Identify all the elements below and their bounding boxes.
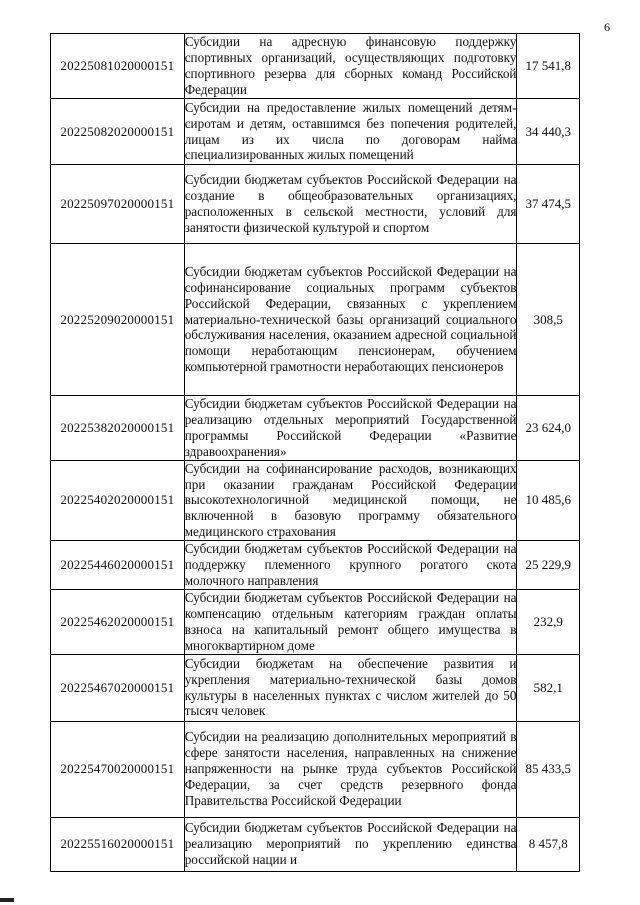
table-row [51,541,580,590]
budget-code-cell: 20225097020000151 [51,165,185,244]
table-row [51,589,580,654]
amount-cell: 17 541,8 [517,34,580,99]
description-cell: Субсидии бюджетам субъектов Российской Федерации на софинансирование социальных программ субъектов Российской Федерации, связанных с укреплением материально-технической базы организаций социального обслуживания населения, оказанием адресной социальной помощи неработающим пенсионерам, обучением компьютерной грамотности неработающих пенсионеров [184,244,517,396]
budget-code-cell: 20225402020000151 [51,460,185,541]
table-row [51,34,580,99]
amount-cell: 308,5 [517,244,580,396]
amount-cell: 23 624,0 [517,396,580,461]
budget-code-cell: 20225462020000151 [51,589,185,654]
budget-code-cell: 20225209020000151 [51,244,185,396]
budget-code-cell: 20225382020000151 [51,396,185,461]
budget-code-cell: 20225446020000151 [51,541,185,590]
table-row [51,99,580,165]
table-row [51,244,580,396]
description-cell: Субсидии на предоставление жилых помещений детям-сиротам и детям, оставшимся без попечения родителей, лицам из их числа по договорам найма специализированных жилых помещений [184,99,517,165]
budget-code-cell: 20225081020000151 [51,34,185,99]
description-cell: Субсидии на адресную финансовую поддержку спортивных организаций, осуществляющих подготовку спортивного резерва для сборных команд Российской Федерации [184,34,517,97]
amount-cell: 25 229,9 [517,541,580,590]
description-cell: Субсидии бюджетам субъектов Российской Федерации на реализацию мероприятий по укреплению единства российской нации и [184,817,517,871]
amount-cell: 34 440,3 [517,99,580,165]
table-row [51,460,580,541]
description-cell: Субсидии бюджетам субъектов Российской Федерации на компенсацию отдельным категориям граждан оплаты взноса на капитальный ремонт общего имущества в многоквартирном доме [184,589,517,653]
description-cell: Субсидии на реализацию дополнительных мероприятий в сфере занятости населения, направленных на снижение напряженности на рынке труда субъектов Российской Федерации, за счет средств резервного фонда Правительства Российской Федерации [184,721,517,817]
budget-code-cell: 20225516020000151 [51,817,185,871]
description-cell: Субсидии на софинансирование расходов, возникающих при оказании гражданам Российской Федерации высокотехнологичной медицинской помощи, не включенной в базовую программу обязательного медицинского страхования [184,460,517,540]
amount-cell: 10 485,6 [517,460,580,541]
table-row [51,817,580,871]
description-cell: Субсидии бюджетам субъектов Российской Федерации на создание в общеобразовательных организациях, расположенных в сельской местности, условий для занятости физической культурой и спортом [184,165,517,244]
scan-mark [0,898,14,902]
description-cell: Субсидии бюджетам на обеспечение развития и укрепления материально-технической базы домов культуры в населенных пунктах с числом жителей до 50 тысяч человек [184,654,517,721]
table-row [51,396,580,461]
description-cell: Субсидии бюджетам субъектов Российской Федерации на реализацию отдельных мероприятий Государственной программы Российской Федерации «Развитие здравоохранения» [184,396,517,459]
amount-cell: 85 433,5 [517,721,580,817]
description-cell: Субсидии бюджетам субъектов Российской Федерации на поддержку племенного крупного рогатого скота молочного направления [184,541,517,588]
amount-cell: 582,1 [517,654,580,721]
amount-cell: 8 457,8 [517,817,580,871]
table-row [51,654,580,721]
budget-table [50,33,580,872]
table-row [51,721,580,817]
page-number: 6 [604,20,610,34]
budget-code-cell: 20225467020000151 [51,654,185,721]
budget-code-cell: 20225082020000151 [51,99,185,165]
amount-cell: 37 474,5 [517,165,580,244]
budget-code-cell: 20225470020000151 [51,721,185,817]
table-row [51,165,580,244]
amount-cell: 232,9 [517,589,580,654]
